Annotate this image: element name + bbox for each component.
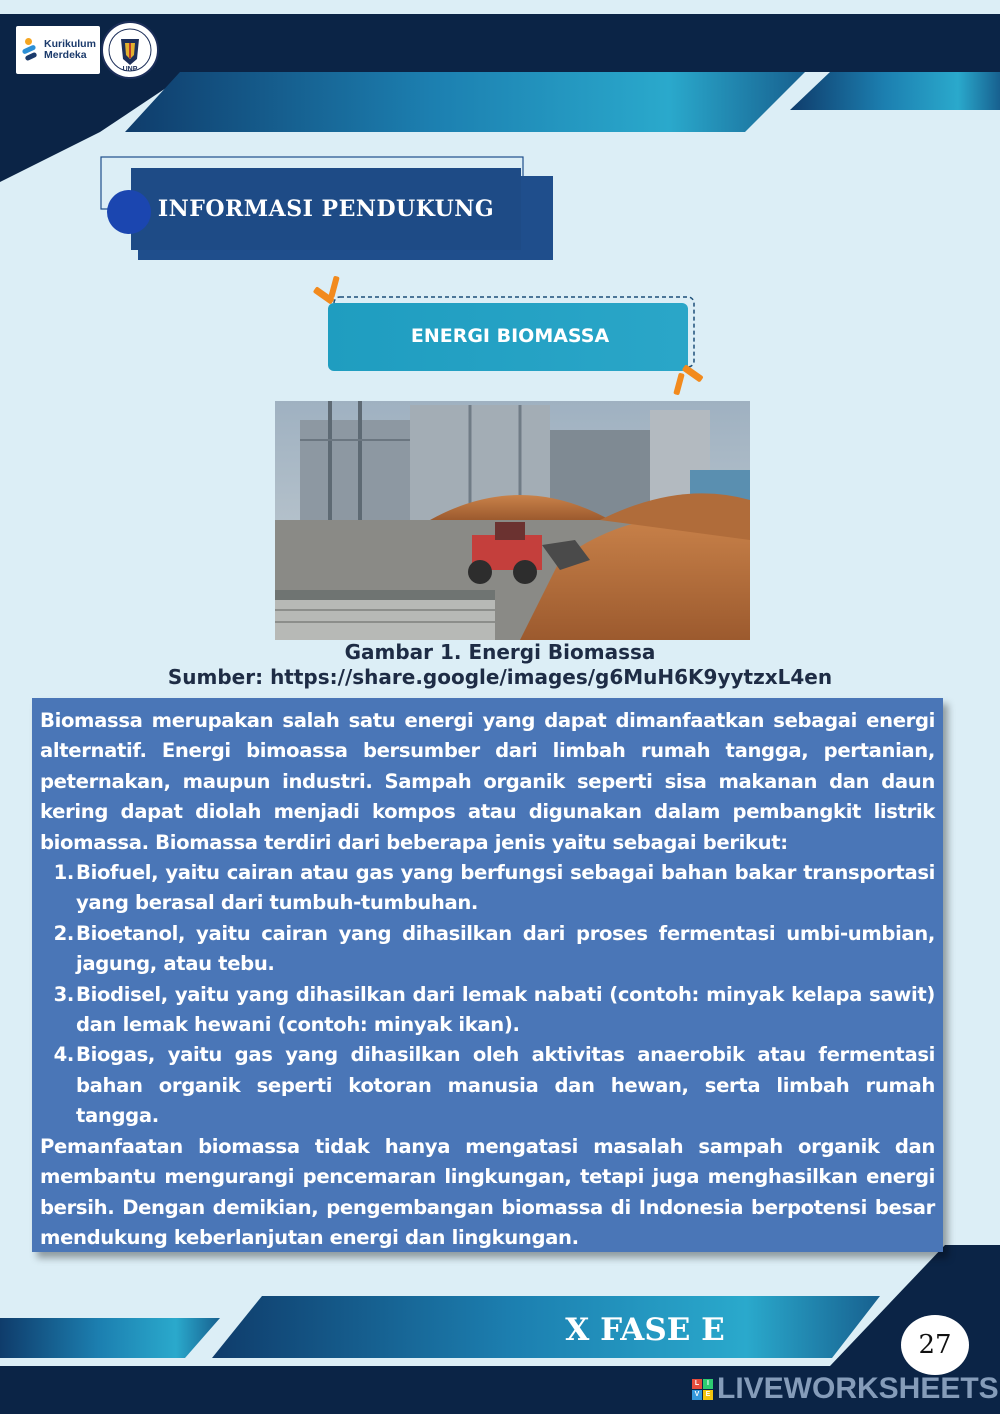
logo-line-2: Merdeka bbox=[44, 49, 87, 61]
seal-label: UNP bbox=[122, 66, 138, 73]
wm-letter: I bbox=[703, 1379, 713, 1389]
list-item-text: Biofuel, yaitu cairan atau gas yang berfungsi sebagai bahan bakar transportasi yang berasal dari tumbuh-tumbuhan. bbox=[76, 861, 935, 915]
header-stripe-right bbox=[790, 72, 1000, 110]
logo-line-1: Kurikulum bbox=[44, 38, 96, 50]
liveworksheets-watermark bbox=[692, 1372, 999, 1405]
list-item-number: 1. bbox=[53, 861, 74, 885]
watermark-text: LIVEWORKSHEETS bbox=[717, 1372, 999, 1405]
wm-letter: V bbox=[692, 1390, 702, 1400]
wm-letter: E bbox=[703, 1390, 713, 1400]
closing-paragraph: Pemanfaatan biomassa tidak hanya mengatasi masalah sampah organik dan membantu mengurangi pencemaran lingkungan, tetapi juga menghasilkan energi bersih. Dengan demikian, pengembangan biomassa di Indonesia berpotensi besar mendukung keberlanjutan energi dan lingkungan. bbox=[40, 1134, 935, 1249]
figure-source: Sumber: https://share.google/images/g6MuH6K9yytzxL4en bbox=[167, 665, 833, 689]
list-item bbox=[40, 858, 935, 919]
list-item-number: 3. bbox=[53, 982, 74, 1006]
list-item-text: Biodisel, yaitu yang dihasilkan dari lemak nabati (contoh: minyak kelapa sawit) dan lemak hewani (contoh: minyak ikan). bbox=[76, 982, 935, 1037]
tag-accent-top-left bbox=[313, 276, 340, 305]
list-item-number: 2. bbox=[53, 921, 74, 945]
page-number: 27 bbox=[901, 1315, 969, 1375]
section-title: INFORMASI PENDUKUNG bbox=[157, 196, 495, 222]
footer-stripe-left bbox=[0, 1318, 220, 1358]
biomass-photo bbox=[275, 401, 750, 640]
list-item-number: 4. bbox=[53, 1043, 74, 1067]
list-item-text: Biogas, yaitu gas yang dihasilkan oleh aktivitas anaerobik atau fermentasi bahan organik seperti kotoran manusia dan hewan, serta limbah rumah tangga. bbox=[76, 1043, 935, 1128]
header-stripe bbox=[125, 72, 805, 132]
kurikulum-logo-icon bbox=[22, 36, 40, 64]
list-item bbox=[40, 980, 935, 1041]
list-item-text: Bioetanol, yaitu cairan yang dihasilkan dari proses fermentasi umbi-umbian, jagung, atau tebu. bbox=[76, 921, 935, 976]
figure-caption: Gambar 1. Energi Biomassa bbox=[344, 640, 656, 664]
class-label: X FASE E bbox=[565, 1312, 725, 1348]
intro-paragraph: Biomassa merupakan salah satu energi yang dapat dimanfaatkan sebagai energi alternatif. Energi bimoassa bersumber dari limbah rumah tangga, pertanian, peternakan, maupun industri. Sampah organik seperti sisa makanan dan daun kering dapat diolah menjadi kompos atau digunakan dalam pembangkit listrik biomassa. Biomassa terdiri dari beberapa jenis yaitu sebagai berikut: bbox=[40, 709, 935, 854]
list-item bbox=[40, 1040, 935, 1131]
wm-letter: L bbox=[692, 1379, 702, 1389]
biomass-type-list bbox=[40, 858, 935, 1132]
topic-tag: ENERGI BIOMASSA bbox=[410, 325, 610, 347]
liveworksheets-logo-icon bbox=[692, 1379, 713, 1400]
content-panel bbox=[32, 698, 943, 1252]
list-item bbox=[40, 919, 935, 980]
kurikulum-merdeka-logo bbox=[16, 26, 100, 74]
